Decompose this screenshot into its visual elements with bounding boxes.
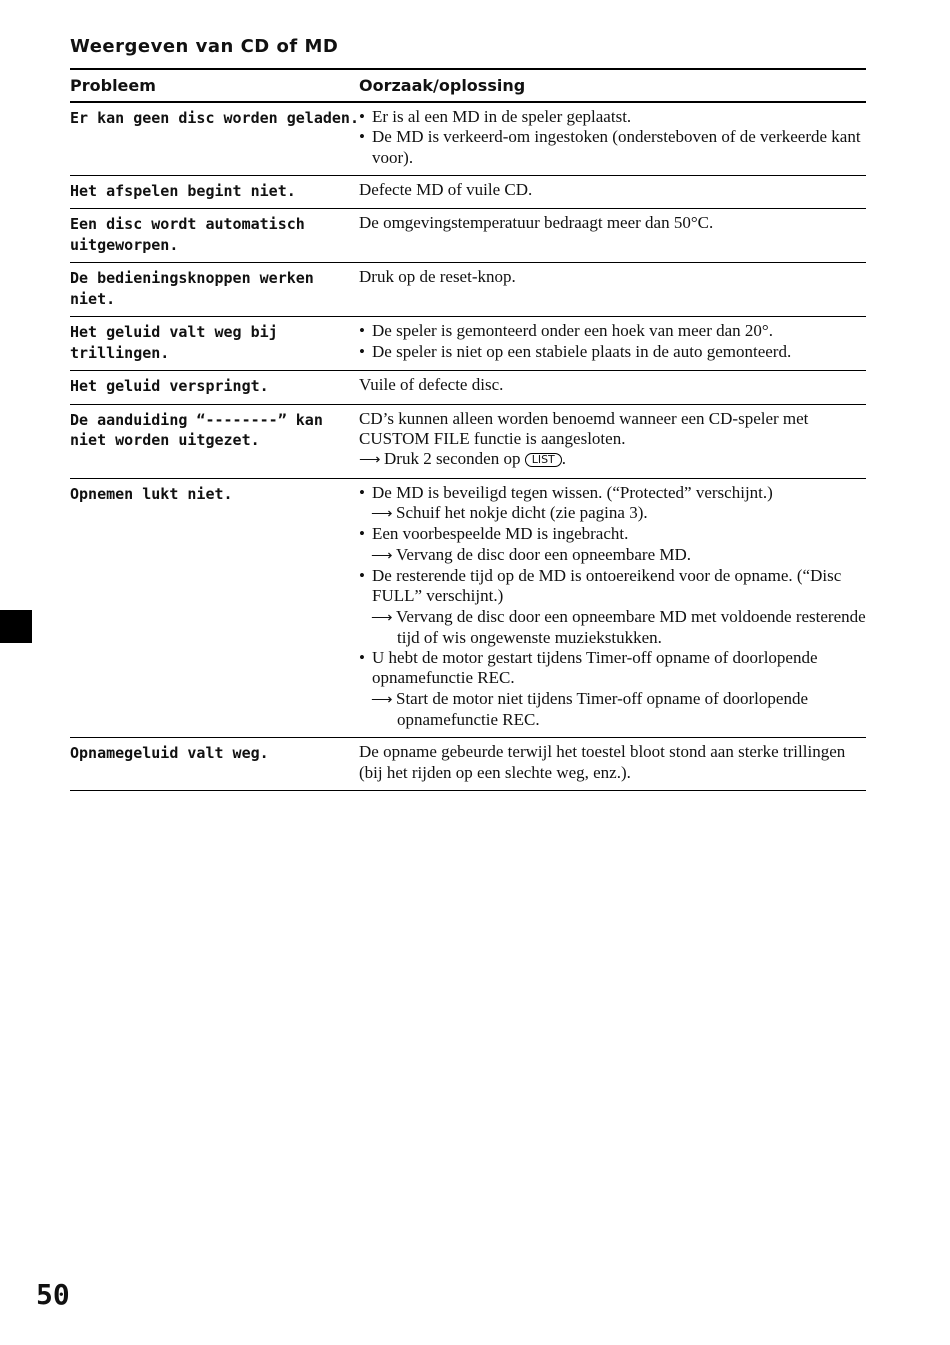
action-text: Vervang de disc door een opneembare MD.	[396, 544, 692, 564]
solution-cell	[359, 409, 866, 471]
bullet-item	[359, 342, 866, 362]
action-text-suffix: .	[561, 449, 567, 469]
problem-cell: Opnemen lukt niet.	[70, 484, 233, 503]
solution-cell	[359, 107, 866, 168]
section-tab-marker	[0, 610, 32, 643]
solution-cell	[359, 267, 866, 309]
problem-cell: De bedieningsknoppen werken niet.	[70, 269, 314, 308]
action-step	[359, 545, 866, 566]
solution-text: Vuile of defecte disc.	[359, 375, 504, 395]
troubleshooting-table	[70, 68, 866, 791]
action-text: Start de motor niet tijdens Timer-off opname of doorlopende opnamefunctie REC.	[396, 688, 809, 730]
table-row	[70, 103, 866, 176]
solution-cell	[359, 375, 866, 397]
solution-cell	[359, 180, 866, 202]
problem-cell: De aanduiding “--------” kan niet worden uitgezet.	[70, 410, 323, 450]
solution-text: Druk op de reset-knop.	[359, 267, 516, 287]
problem-cell: Er kan geen disc worden geladen.	[70, 109, 359, 127]
header-solution: Oorzaak/oplossing	[359, 76, 526, 95]
table-row	[70, 209, 866, 263]
solution-cell	[359, 742, 866, 783]
section-title: Weergeven van CD of MD	[70, 36, 339, 57]
solution-cell	[359, 321, 866, 363]
problem-cell: Een disc wordt automatisch uitgeworpen.	[70, 215, 305, 254]
action-step	[359, 607, 866, 649]
table-header	[70, 70, 866, 103]
action-text: Druk 2 seconden op	[384, 449, 521, 469]
bullet-item	[359, 648, 866, 689]
bullet-item	[359, 127, 866, 168]
bullet-text: De MD is beveiligd tegen wissen. (“Protected” verschijnt.)	[372, 482, 773, 502]
bullet-text: Een voorbespeelde MD is ingebracht.	[372, 524, 629, 544]
action-text: Schuif het nokje dicht (zie pagina 3).	[396, 503, 648, 523]
table-row	[70, 371, 866, 405]
bullet-text: De speler is gemonteerd onder een hoek van meer dan 20°.	[372, 321, 773, 341]
action-step	[359, 449, 866, 470]
table-row	[70, 738, 866, 791]
table-row	[70, 317, 866, 371]
arrow-right-icon: ⟶	[371, 506, 393, 523]
arrow-right-icon: ⟶	[371, 547, 393, 564]
problem-cell: Opnamegeluid valt weg.	[70, 744, 269, 763]
bullet-item	[359, 107, 866, 127]
bullet-text: De resterende tijd op de MD is ontoereikend voor de opname. (“Disc FULL” verschijnt.)	[372, 565, 842, 606]
solution-cell	[359, 213, 866, 255]
solution-text: CD’s kunnen alleen worden benoemd wanneer een CD-speler met CUSTOM FILE functie is aangesloten.	[359, 408, 809, 449]
action-text: Vervang de disc door een opneembare MD met voldoende resterende tijd of wis ongewenste muziekstukken.	[396, 606, 866, 647]
arrow-right-icon: ⟶	[371, 691, 393, 708]
action-step	[359, 503, 866, 524]
table-row	[70, 176, 866, 210]
bullet-item	[359, 321, 866, 341]
bullet-text: De speler is niet op een stabiele plaats in de auto gemonteerd.	[372, 341, 792, 361]
bullet-item	[359, 524, 866, 544]
problem-cell: Het afspelen begint niet.	[70, 181, 296, 200]
table-row	[70, 405, 866, 479]
bullet-text: De MD is verkeerd-om ingestoken (ondersteboven of de verkeerde kant voor).	[372, 127, 861, 167]
list-key-icon: LIST	[525, 453, 562, 467]
solution-text: De omgevingstemperatuur bedraagt meer dan 50°C.	[359, 213, 714, 233]
header-problem: Probleem	[70, 76, 156, 95]
action-step	[359, 689, 866, 731]
page-number: 50	[36, 1278, 70, 1311]
bullet-item	[359, 483, 866, 503]
table-row	[70, 263, 866, 317]
arrow-right-icon: ⟶	[359, 452, 381, 469]
table-body	[70, 103, 866, 791]
table-row	[70, 479, 866, 739]
solution-cell	[359, 483, 866, 731]
bullet-text: Er is al een MD in de speler geplaatst.	[372, 107, 632, 126]
arrow-right-icon: ⟶	[371, 609, 393, 626]
solution-text: De opname gebeurde terwijl het toestel bloot stond aan sterke trillingen (bij het rijden op een slechte weg, enz.).	[359, 742, 846, 782]
problem-cell: Het geluid verspringt.	[70, 377, 269, 396]
solution-text: Defecte MD of vuile CD.	[359, 179, 533, 199]
bullet-item	[359, 566, 866, 607]
problem-cell: Het geluid valt weg bij trillingen.	[70, 323, 278, 362]
bullet-text: U hebt de motor gestart tijdens Timer-off opname of doorlopende opnamefunctie REC.	[372, 648, 818, 688]
